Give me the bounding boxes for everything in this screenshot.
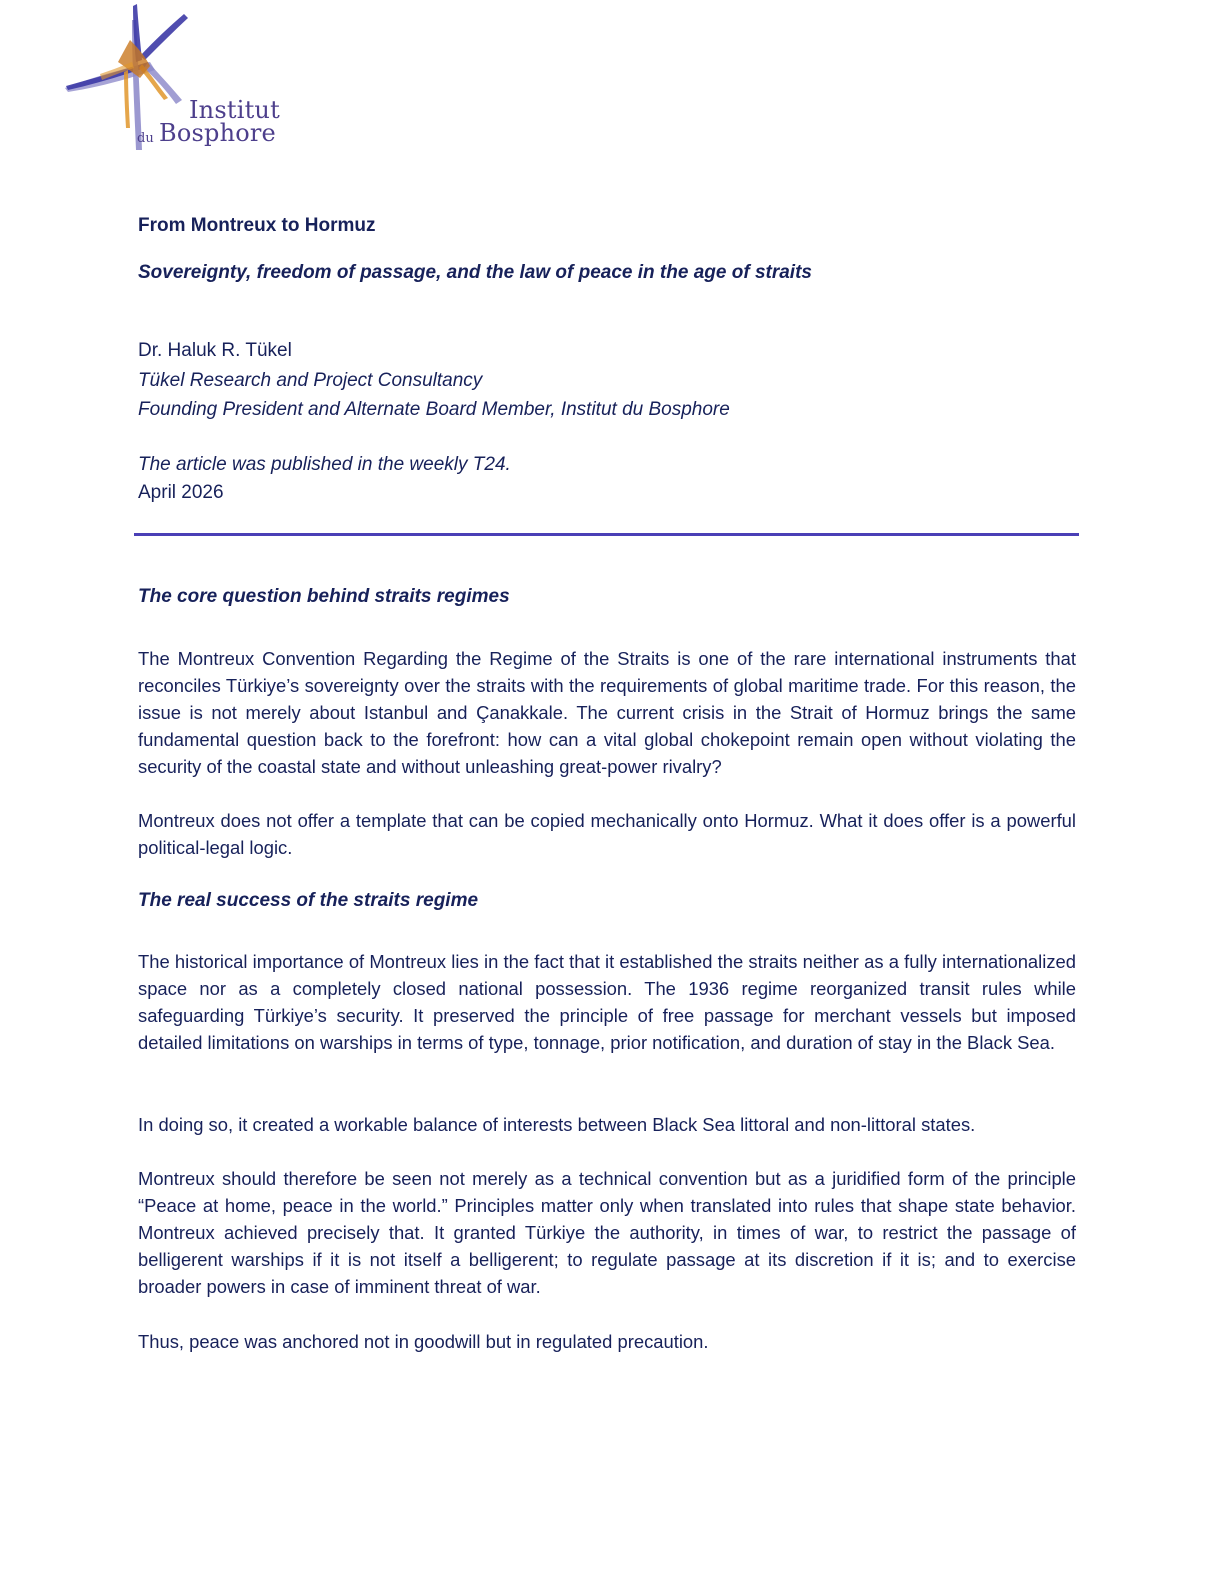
author-affiliation: Tükel Research and Project Consultancy	[138, 369, 483, 391]
logo-text-institut: Institut	[189, 96, 280, 124]
paragraph: Montreux should therefore be seen not merely as a technical convention but as a juridified form of the principle “Peace at home, peace in the world.” Principles matter only when translated into rules that shape state behavior. Montreux achieved precisely that. It granted Türkiye the authority, in times of war, to restrict the passage of belligerent warships if it is not itself a belligerent; to regulate passage at its discretion if it is; and to exercise broader powers in case of imminent threat of war.	[138, 1168, 1076, 1297]
paragraph: In doing so, it created a workable balance of interests between Black Sea littoral and non-littoral states.	[138, 1114, 976, 1135]
publication-block	[138, 451, 511, 507]
author-name: Dr. Haluk R. Tükel	[138, 340, 292, 361]
paragraph: The Montreux Convention Regarding the Regime of the Straits is one of the rare international instruments that reconciles Türkiye’s sovereignty over the straits with the requirements of global maritime trade. For this reason, the issue is not merely about Istanbul and Çanakkale. The current crisis in the Strait of Hormuz brings the same fundamental question back to the forefront: how can a vital global chokepoint remain open without violating the security of the coastal state and without unleashing great-power rivalry?	[138, 648, 1076, 777]
paragraph: Thus, peace was anchored not in goodwill but in regulated precaution.	[138, 1331, 709, 1352]
article-title: From Montreux to Hormuz	[138, 215, 376, 236]
header-divider	[134, 533, 1079, 536]
paragraph: The historical importance of Montreux lies in the fact that it established the straits neither as a fully internationalized space nor as a completely closed national possession. The 1936 regime reorganized transit rules while safeguarding Türkiye’s security. It preserved the principle of free passage for merchant vessels but imposed detailed limitations on warships in terms of type, tonnage, prior notification, and duration of stay in the Black Sea.	[138, 951, 1076, 1053]
section-heading: The real success of the straits regime	[138, 890, 479, 911]
institut-du-bosphore-logo	[60, 0, 280, 155]
author-block	[138, 336, 730, 425]
author-role: Founding President and Alternate Board Member, Institut du Bosphore	[138, 399, 730, 420]
logo-text-du: du	[137, 131, 154, 146]
logo-text-bosphore: Bosphore	[159, 119, 276, 147]
publication-note: The article was published in the weekly T24.	[138, 454, 511, 475]
section-heading: The core question behind straits regimes	[138, 586, 510, 607]
paragraph: Montreux does not offer a template that can be copied mechanically onto Hormuz. What it does offer is a powerful political-legal logic.	[138, 810, 1076, 858]
publication-date: April 2026	[138, 482, 224, 503]
article-subtitle: Sovereignty, freedom of passage, and the law of peace in the age of straits	[138, 262, 812, 283]
